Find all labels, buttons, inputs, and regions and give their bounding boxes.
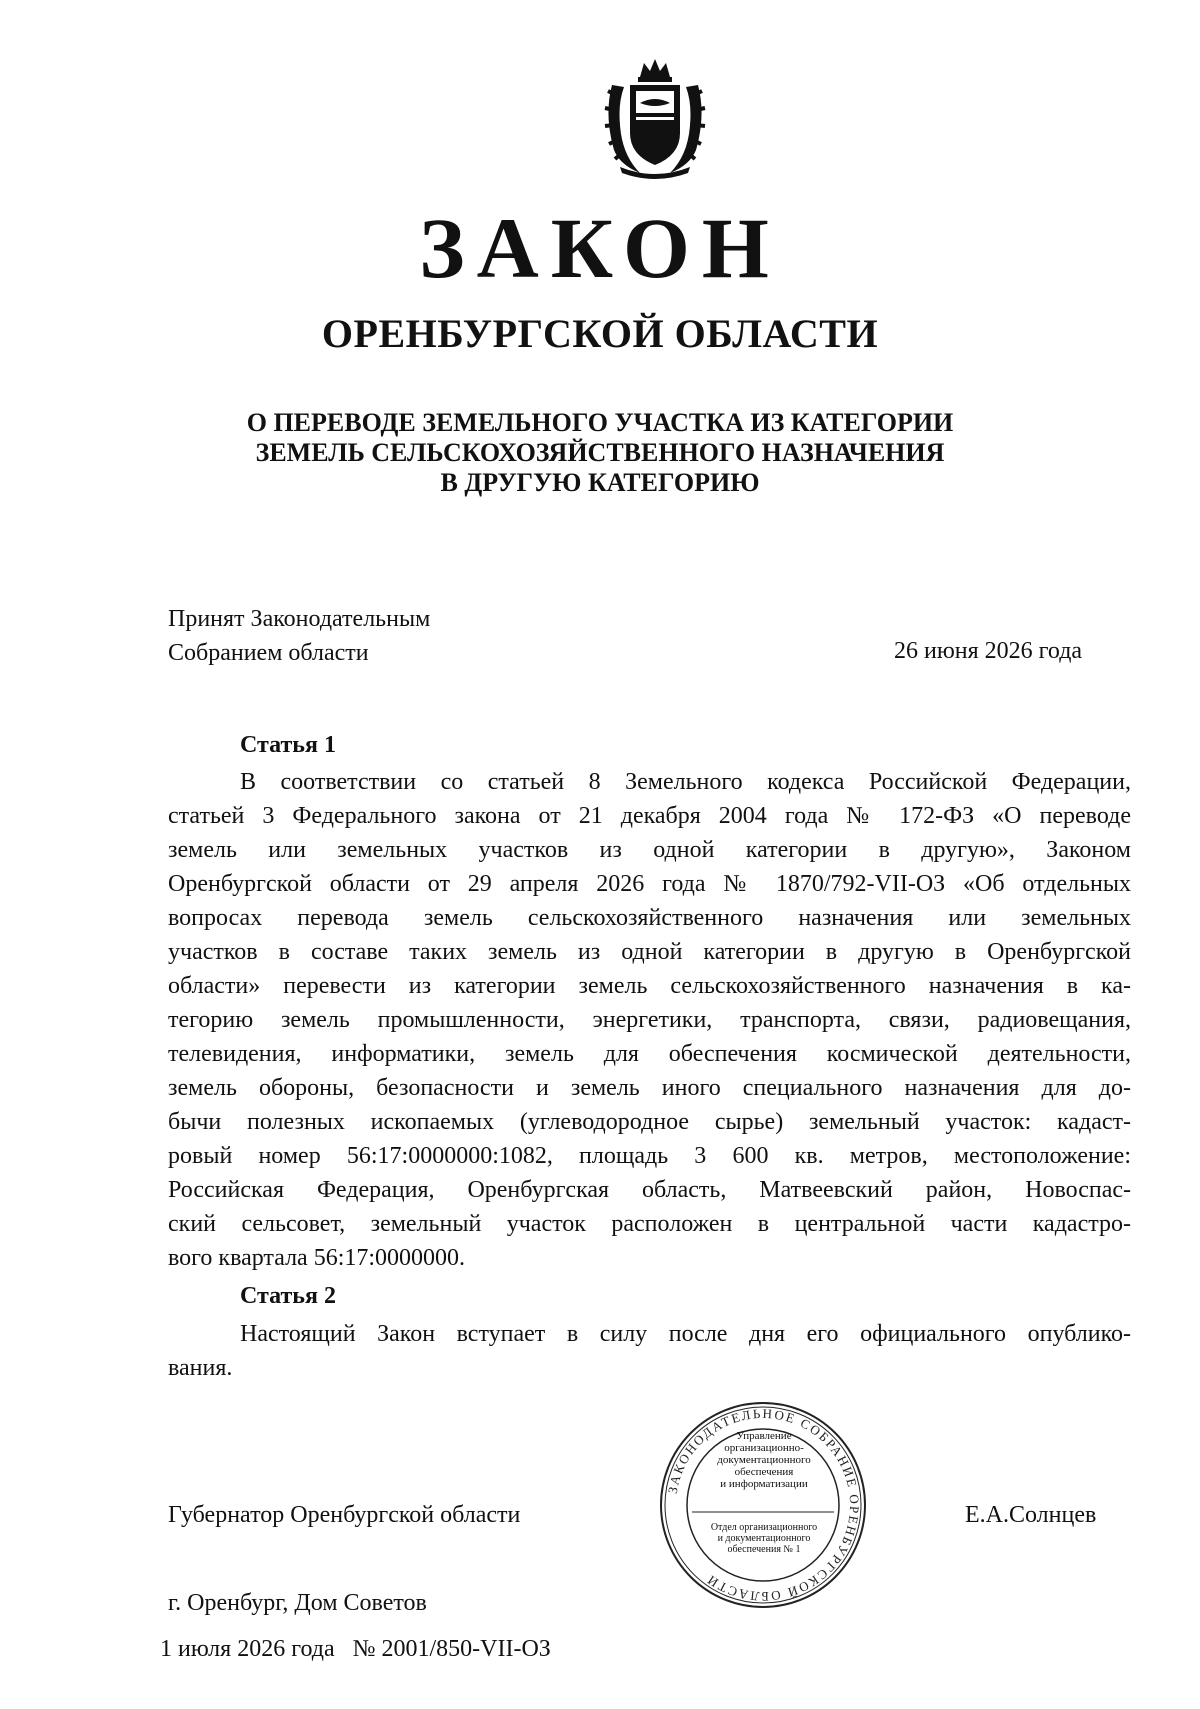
law-heading-line: О ПЕРЕВОДЕ ЗЕМЕЛЬНОГО УЧАСТКА ИЗ КАТЕГОРИИ <box>246 408 954 437</box>
article-2-text-line: Настоящий Закон вступает в силу после дня его официального опублико- <box>240 1321 1131 1347</box>
stamp-line: обеспечения <box>734 1466 794 1478</box>
article-1-text-line: Оренбургской области от 29 апреля 2026 года № 1870/792-VII-ОЗ «Об отдельных <box>168 871 1131 897</box>
signing-place: г. Оренбург, Дом Советов <box>168 1590 427 1616</box>
article-1-text-line: В соответствии со статьей 8 Земельного кодекса Российской Федерации, <box>240 769 1131 795</box>
stamp-line: документационного <box>717 1454 811 1466</box>
article-1-text-line: Российская Федерация, Оренбургская область, Матвеевский район, Новоспас- <box>168 1177 1131 1203</box>
article-1-text-line: ровый номер 56:17:0000000:1082, площадь 3 600 кв. метров, местоположение: <box>168 1143 1131 1169</box>
signatory-position: Губернатор Оренбургской области <box>168 1502 521 1528</box>
article-1-text-line: участков в составе таких земель из одной категории в другую в Оренбургской <box>168 939 1131 965</box>
article-1-text-line: бычи полезных ископаемых (углеводородное сырье) земельный участок: кадаст- <box>168 1109 1131 1135</box>
stamp-lower-text <box>705 1522 823 1555</box>
document-subtitle: ОРЕНБУРГСКОЙ ОБЛАСТИ <box>321 311 879 356</box>
article-1-text-line: земель или земельных участков из одной категории в другую», Законом <box>168 837 1131 863</box>
article-1-text-line: земель обороны, безопасности и земель иного специального назначения для до- <box>168 1075 1131 1101</box>
stamp-line: организационно- <box>724 1442 804 1454</box>
law-heading-line: В ДРУГУЮ КАТЕГОРИЮ <box>440 468 760 497</box>
law-heading <box>0 408 1200 498</box>
article-1-text-line: ский сельсовет, земельный участок расположен в центральной части кадастро- <box>168 1211 1131 1237</box>
article-1-text-line: вопросах перевода земель сельскохозяйственного назначения или земельных <box>168 905 1131 931</box>
stamp-line: и информатизации <box>720 1478 808 1490</box>
adoption-statement <box>168 602 430 670</box>
article-1-text-line: телевидения, информатики, земель для обеспечения космической деятельности, <box>168 1041 1131 1067</box>
adoption-line: Собранием области <box>168 640 369 666</box>
adoption-date: 26 июня 2026 года <box>894 638 1083 664</box>
stamp-line: Отдел организационного <box>710 1522 818 1533</box>
svg-text:ЗАКОНОДАТЕЛЬНОЕ СОБРАНИЕ ОРЕНБ: ЗАКОНОДАТЕЛЬНОЕ СОБРАНИЕ ОРЕНБУРГСКОЙ ОБЛАСТИ <box>664 1405 863 1605</box>
coat-of-arms-emblem <box>600 55 710 180</box>
law-heading-line: ЗЕМЕЛЬ СЕЛЬСКОХОЗЯЙСТВЕННОГО НАЗНАЧЕНИЯ <box>255 438 945 467</box>
signatory-name: Е.А.Солнцев <box>965 1502 1097 1528</box>
signing-date-and-number: 1 июля 2026 года № 2001/850-VII-ОЗ <box>160 1636 551 1662</box>
article-1-text-line: вого квартала 56:17:0000000. <box>168 1245 466 1271</box>
stamp-line: обеспечения № 1 <box>727 1544 801 1555</box>
article-2-text-line: вания. <box>168 1355 233 1381</box>
article-1-text-line: области» перевести из категории земель сельскохозяйственного назначения в ка- <box>168 973 1131 999</box>
article-1-title: Статья 1 <box>240 732 336 758</box>
article-1-text-line: статьей 3 Федерального закона от 21 декабря 2004 года № 172-ФЗ «О переводе <box>168 803 1131 829</box>
stamp-line: Управление <box>736 1430 792 1442</box>
article-1-text-line: тегорию земель промышленности, энергетики, транспорта, связи, радиовещания, <box>168 1007 1131 1033</box>
adoption-line: Принят Законодательным <box>168 606 431 632</box>
stamp-line: и документационного <box>717 1533 811 1544</box>
article-2-title: Статья 2 <box>240 1283 336 1309</box>
stamp-upper-text <box>705 1430 823 1490</box>
document-title: ЗАКОН <box>419 200 781 296</box>
